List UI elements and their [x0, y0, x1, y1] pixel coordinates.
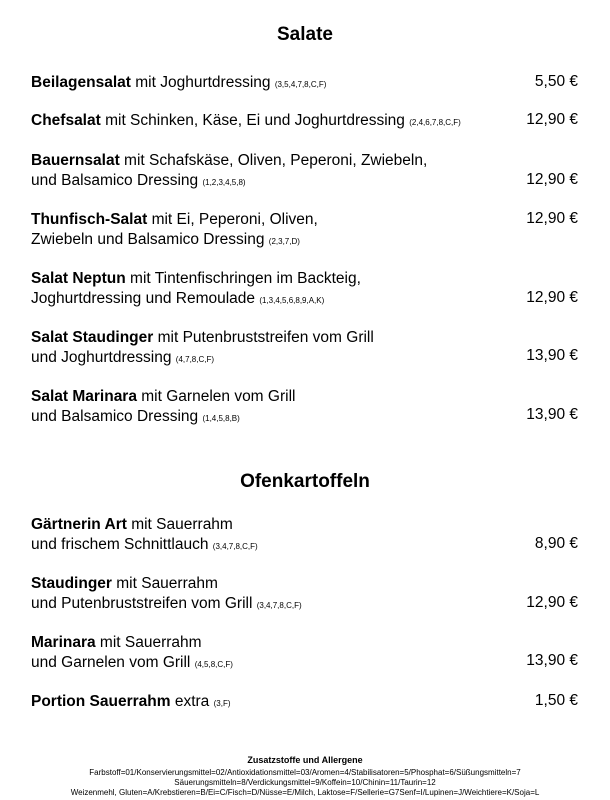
item-price: 13,90 €	[526, 347, 578, 364]
item-description: mit Sauerrahm	[126, 516, 233, 533]
section-title-ofenkartoffeln: Ofenkartoffeln	[240, 471, 370, 492]
item-price: 5,50 €	[534, 73, 578, 90]
allergen-line: Weizenmehl, Gluten=A/Krebstieren=B/Ei=C/Fisch=D/Nüsse=E/Milch, Laktose=F/Sellerie=G7Senf=I/Lupinen=J/Weichtiere=K/Soja=L	[70, 788, 540, 797]
item-description: mit Schinken, Käse, Ei und Joghurtdressing	[100, 112, 405, 129]
item-description-2: und frischem Schnittlauch	[31, 536, 209, 553]
section-title-salate: Salate	[277, 24, 333, 45]
item-price: 13,90 €	[526, 652, 578, 669]
item-name: Beilagensalat	[31, 74, 131, 91]
item-description: mit Joghurtdressing	[130, 74, 271, 91]
item-price: 1,50 €	[534, 692, 578, 709]
menu-item	[31, 387, 501, 429]
item-price: 8,90 €	[534, 535, 578, 552]
menu-item	[31, 515, 501, 557]
item-name: Gärtnerin Art	[31, 516, 127, 533]
item-description-2: Zwiebeln und Balsamico Dressing	[31, 231, 265, 248]
item-codes: (3,F)	[213, 699, 231, 708]
item-description-2: und Balsamico Dressing	[31, 408, 199, 425]
allergen-line: Farbstoff=01/Konservierungsmittel=02/Antioxidationsmittel=03/Aromen=4/Stabilisatoren=5/Phosphat=6/Süßungsmitteln=7	[89, 768, 521, 777]
item-name: Portion Sauerrahm	[31, 693, 171, 710]
menu-item	[31, 111, 501, 133]
item-description-2: und Joghurtdressing	[31, 349, 172, 366]
menu-item	[31, 692, 501, 714]
item-codes: (4,7,8,C,F)	[175, 355, 215, 364]
menu-item	[31, 269, 501, 311]
item-name: Salat Staudinger	[31, 329, 154, 346]
allergen-line: Säuerungsmitteln=8/Verdickungsmittel=9/Koffein=10/Chinin=11/Taurin=12	[174, 778, 436, 787]
item-price: 13,90 €	[526, 406, 578, 423]
item-description: mit Schafskäse, Oliven, Peperoni, Zwiebeln,	[119, 152, 428, 169]
allergen-title: Zusatzstoffe und Allergene	[247, 755, 363, 765]
item-name: Bauernsalat	[31, 152, 120, 169]
menu-item	[31, 73, 501, 95]
item-name: Marinara	[31, 634, 96, 651]
item-codes: (4,5,8,C,F)	[194, 660, 233, 669]
menu-item	[31, 210, 501, 252]
item-description: mit Putenbruststreifen vom Grill	[153, 329, 374, 346]
item-price: 12,90 €	[526, 289, 578, 306]
item-name: Chefsalat	[31, 112, 101, 129]
menu-item	[31, 633, 501, 675]
item-description: mit Sauerrahm	[95, 634, 202, 651]
item-description: mit Tintenfischringen im Backteig,	[125, 270, 361, 287]
item-price: 12,90 €	[526, 210, 578, 227]
menu-item	[31, 151, 501, 193]
item-description: extra	[170, 693, 210, 710]
item-name: Thunfisch-Salat	[31, 211, 148, 228]
item-codes: (2,3,7,D)	[268, 237, 300, 246]
item-name: Staudinger	[31, 575, 112, 592]
menu-item	[31, 574, 501, 616]
item-codes: (3,4,7,8,C,F)	[256, 601, 302, 610]
item-description-2: und Garnelen vom Grill	[31, 654, 191, 671]
item-price: 12,90 €	[526, 111, 578, 128]
item-description: mit Sauerrahm	[111, 575, 218, 592]
item-price: 12,90 €	[526, 171, 578, 188]
item-codes: (2,4,6,7,8,C,F)	[409, 118, 461, 127]
item-description: mit Garnelen vom Grill	[136, 388, 296, 405]
item-codes: (1,3,4,5,6,8,9,A,K)	[259, 296, 325, 305]
item-codes: (1,4,5,8,B)	[202, 414, 240, 423]
item-name: Salat Neptun	[31, 270, 126, 287]
item-description: mit Ei, Peperoni, Oliven,	[147, 211, 318, 228]
item-codes: (3,5,4,7,8,C,F)	[274, 80, 327, 89]
item-name: Salat Marinara	[31, 388, 137, 405]
item-codes: (1,2,3,4,5,8)	[202, 178, 246, 187]
menu-item	[31, 328, 501, 370]
item-codes: (3,4,7,8,C,F)	[212, 542, 258, 551]
item-price: 12,90 €	[526, 594, 578, 611]
item-description-2: und Putenbruststreifen vom Grill	[31, 595, 253, 612]
item-description-2: Joghurtdressing und Remoulade	[31, 290, 256, 307]
item-description-2: und Balsamico Dressing	[31, 172, 199, 189]
